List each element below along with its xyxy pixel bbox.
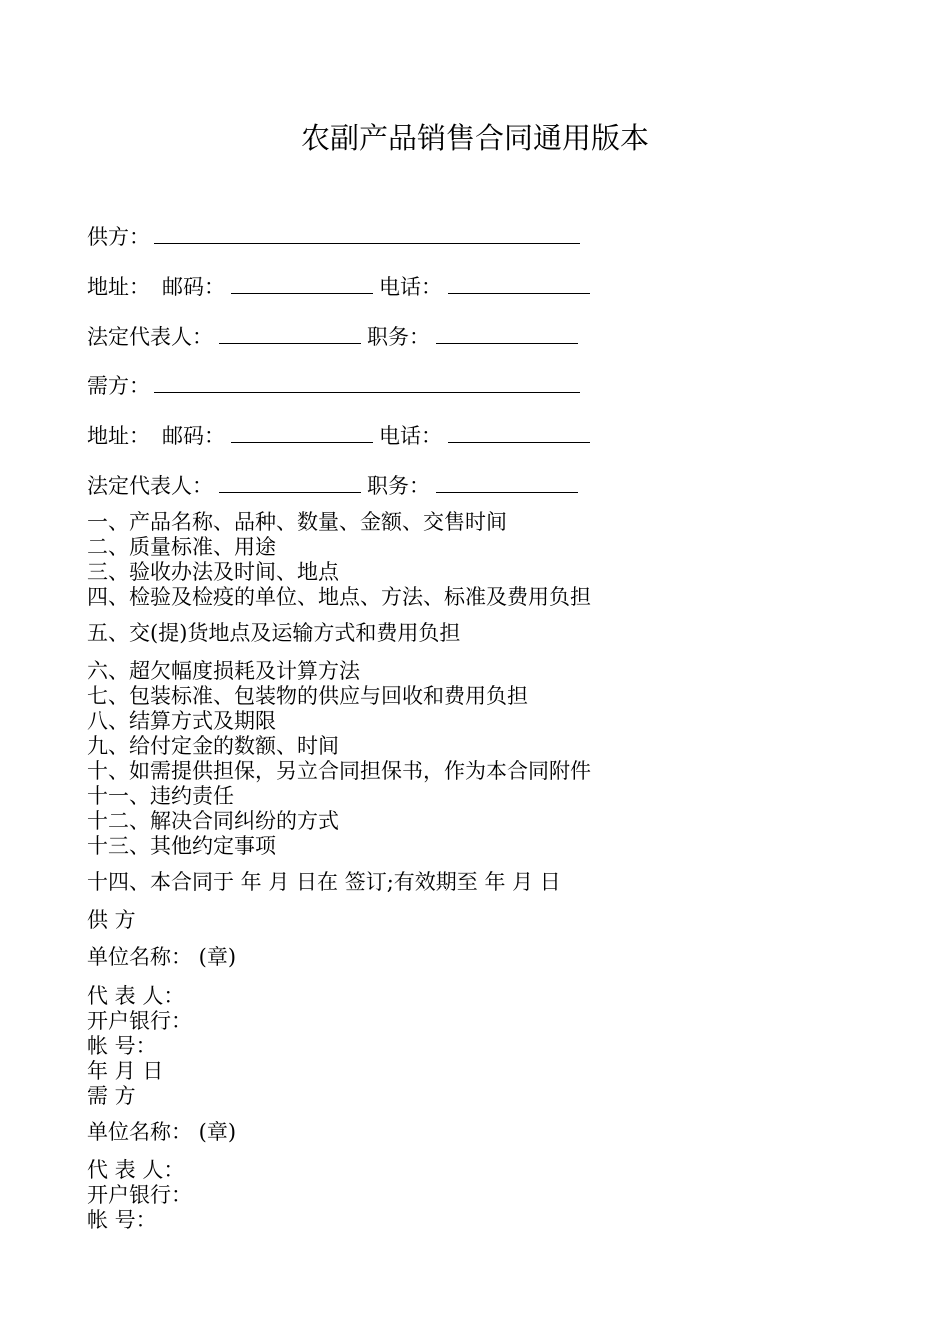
clause-item: 六、超欠幅度损耗及计算方法 — [87, 659, 360, 683]
buyer-signature-heading: 需 方 — [87, 1084, 136, 1108]
legal-rep-label: 法定代表人： — [87, 325, 213, 349]
address-label: 地址： — [87, 275, 150, 299]
buyer-line — [87, 372, 586, 399]
postcode-blank[interactable] — [231, 273, 373, 294]
account-line: 帐 号： — [87, 1034, 157, 1058]
postcode-blank[interactable] — [231, 422, 373, 443]
clause-item: 十二、解决合同纠纷的方式 — [87, 809, 339, 833]
supplier-label: 供方： — [87, 225, 150, 249]
buyer-blank[interactable] — [154, 372, 580, 393]
clause-item: 十三、其他约定事项 — [87, 834, 276, 858]
clause-item: 四、检验及检疫的单位、地点、方法、标准及费用负担 — [87, 585, 591, 609]
phone-blank[interactable] — [448, 422, 590, 443]
clause-item: 二、质量标准、用途 — [87, 535, 276, 559]
representative-line: 代 表 人： — [87, 984, 185, 1008]
legal-rep-label: 法定代表人： — [87, 474, 213, 498]
clause-item: 七、包装标准、包装物的供应与回收和费用负担 — [87, 684, 528, 708]
supplier-rep-line — [87, 323, 584, 350]
unit-name-line: 单位名称： (章) — [87, 945, 237, 969]
clause-item: 一、产品名称、品种、数量、金额、交售时间 — [87, 510, 507, 534]
clause-item: 五、交(提)货地点及运输方式和费用负担 — [87, 621, 461, 645]
phone-label: 电话： — [379, 424, 442, 448]
supplier-address-line — [87, 273, 596, 300]
clause-item: 十、如需提供担保，另立合同担保书，作为本合同附件 — [87, 759, 591, 783]
position-blank[interactable] — [436, 472, 578, 493]
bank-line: 开户银行： — [87, 1183, 192, 1207]
document-title: 农副产品销售合同通用版本 — [300, 121, 649, 155]
legal-rep-blank[interactable] — [219, 323, 361, 344]
postcode-label: 邮码： — [162, 275, 225, 299]
representative-line: 代 表 人： — [87, 1158, 185, 1182]
unit-name-line: 单位名称： (章) — [87, 1120, 237, 1144]
clause-item: 十一、违约责任 — [87, 784, 234, 808]
bank-line: 开户银行： — [87, 1009, 192, 1033]
address-label: 地址： — [87, 424, 150, 448]
clause-item: 十四、本合同于 年 月 日在 签订;有效期至 年 月 日 — [87, 870, 561, 894]
clause-item: 八、结算方式及期限 — [87, 709, 276, 733]
buyer-label: 需方： — [87, 374, 150, 398]
postcode-label: 邮码： — [162, 424, 225, 448]
position-blank[interactable] — [436, 323, 578, 344]
legal-rep-blank[interactable] — [219, 472, 361, 493]
supplier-signature-heading: 供 方 — [87, 908, 136, 932]
supplier-blank[interactable] — [154, 223, 580, 244]
date-line: 年 月 日 — [87, 1059, 164, 1083]
position-label: 职务： — [367, 474, 430, 498]
position-label: 职务： — [367, 325, 430, 349]
buyer-address-line — [87, 422, 596, 449]
clause-item: 三、验收办法及时间、地点 — [87, 560, 339, 584]
buyer-rep-line — [87, 472, 584, 499]
account-line: 帐 号： — [87, 1208, 157, 1232]
clause-item: 九、给付定金的数额、时间 — [87, 734, 339, 758]
phone-label: 电话： — [379, 275, 442, 299]
supplier-line — [87, 223, 586, 250]
phone-blank[interactable] — [448, 273, 590, 294]
